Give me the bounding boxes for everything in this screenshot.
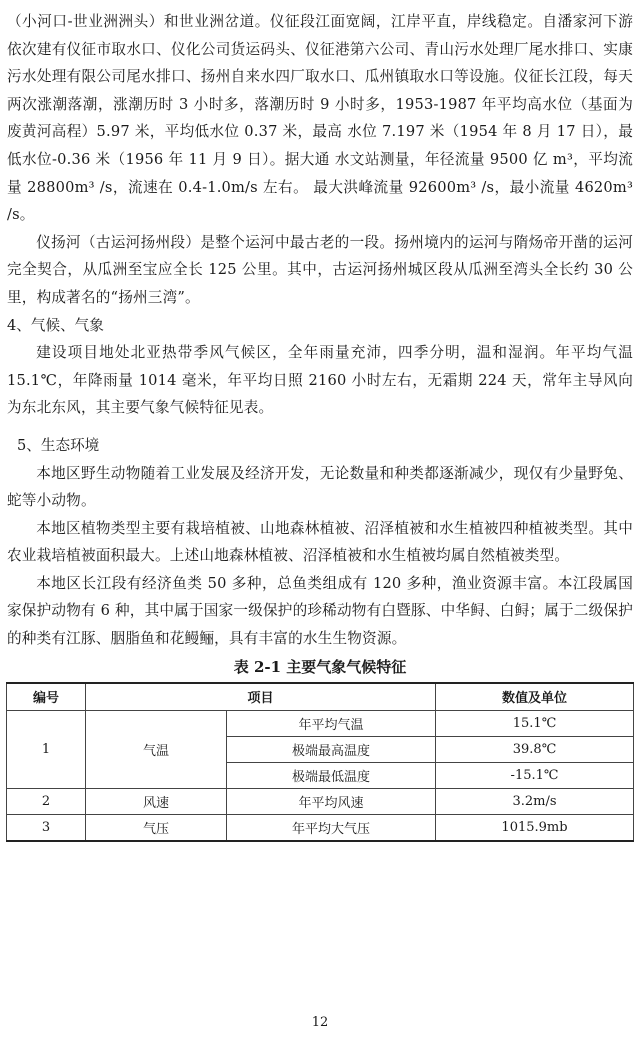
climate-table: [6, 682, 634, 842]
header-value: 数值及单位: [436, 683, 634, 711]
cell-category: 气压: [86, 814, 227, 841]
paragraph-yiyang-river: 仪扬河（古运河扬州段）是整个运河中最古老的一段。扬州境内的运河与隋炀帝开凿的运河完全契合，从瓜洲至宝应全长 125 公里。其中，古运河扬州城区段从瓜洲至湾头全长约 30 公里，构成著名的“扬州三湾”。: [7, 233, 633, 306]
paragraph-fish: 本地区长江段有经济鱼类 50 多种，总鱼类组成有 120 多种，渔业资源丰富。本江段属国家保护动物有 6 种，其中属于国家一级保护的珍稀动物有白暨豚、中华鲟、白鲟；属于二级保护的种类有江豚、胭脂鱼和花鳗鲡，具有丰富的水生生物资源。: [7, 574, 633, 648]
table-title: 表 2-1 主要气象气候特征: [233, 657, 407, 676]
section-heading-climate: 4、气候、气象: [7, 316, 104, 334]
paragraph-climate: 建设项目地处北亚热带季风气候区，全年雨量充沛，四季分明，温和湿润。年平均气温 15.1℃，年降雨量 1014 毫米，年平均日照 2160 小时左右，无霜期 224 天，常年主导风向为东北东风，其主要气象气候特征见表。: [7, 344, 633, 417]
cell-value: -15.1℃: [436, 762, 634, 788]
header-item: 项目: [86, 683, 436, 711]
page-number: 12: [311, 1015, 329, 1030]
document-body: [7, 8, 633, 842]
cell-category: 气温: [86, 710, 227, 788]
cell-item: 年平均风速: [227, 788, 436, 814]
cell-category: 风速: [86, 788, 227, 814]
paragraph-vegetation: 本地区植物类型主要有栽培植被、山地森林植被、沼泽植被和水生植被四种植被类型。其中农业栽培植被面积最大。上述山地森林植被、沼泽植被和水生植被均属自然植被类型。: [7, 519, 633, 565]
section-heading-ecology: 5、生态环境: [17, 436, 100, 454]
cell-no: 2: [7, 788, 86, 814]
cell-no: 1: [7, 710, 86, 788]
cell-item: 极端最高温度: [227, 736, 436, 762]
paragraph-water-levels: （小河口-世业洲洲头）和世业洲岔道。仪征段江面宽阔，江岸平直，岸线稳定。自潘家河下游依次建有仪征市取水口、仪化公司货运码头、仪征港第六公司、青山污水处理厂尾水排口、实康污水处理有限公司尾水排口、扬州自来水四厂取水口、瓜州镇取水口等设施。仪征长江段，每天两次涨潮落潮，涨潮历时 3 小时多，落潮历时 9 小时多，1953-1987 年平均高水位（基面为废黄河高程）5.97 米，平均低水位 0.37 米，最高 水位 7.197 米（1954 年 8 月 17 日），最低水位-0.36 米（1956 年 11 月 9 日）。据大通 水文站测量，年径流量 9500 亿 m³，平均流量 28800m³ /s，流速在 0.4-1.0m/s 左右。 最大洪峰流量 92600m³ /s，最小流量 4620m³ /s。: [7, 13, 633, 224]
cell-value: 1015.9mb: [436, 814, 634, 841]
cell-value: 39.8℃: [436, 736, 634, 762]
table-row: [7, 788, 634, 814]
cell-item: 极端最低温度: [227, 762, 436, 788]
cell-no: 3: [7, 814, 86, 841]
cell-item: 年平均气温: [227, 710, 436, 736]
table-row: [7, 710, 634, 736]
table-row: [7, 814, 634, 841]
cell-item: 年平均大气压: [227, 814, 436, 841]
cell-value: 3.2m/s: [436, 788, 634, 814]
header-no: 编号: [7, 683, 86, 711]
table-header-row: [7, 683, 634, 711]
paragraph-wild-animals: 本地区野生动物随着工业发展及经济开发，无论数量和种类都逐渐减少，现仅有少量野兔、蛇等小动物。: [7, 464, 633, 510]
cell-value: 15.1℃: [436, 710, 634, 736]
